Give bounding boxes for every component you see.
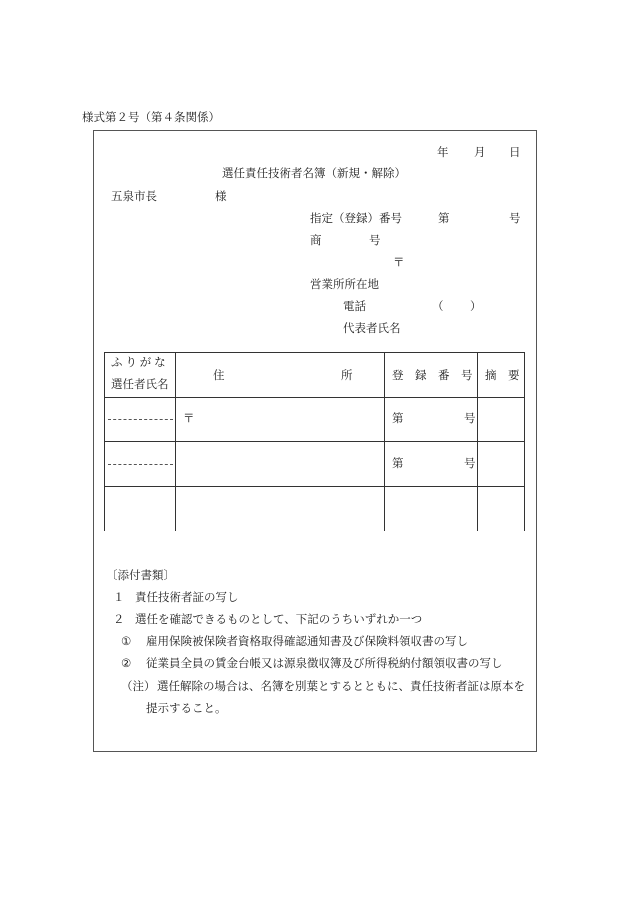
row3-remarks-cell — [477, 486, 525, 531]
header-address-second: 所 — [341, 370, 353, 382]
header-cell-remarks — [477, 352, 525, 397]
row1-postal-mark: 〒 — [183, 413, 195, 425]
form-number: 様式第２号（第４条関係） — [82, 112, 220, 124]
header-appointee-name: 選任者氏名 — [111, 379, 169, 391]
date-year-label: 年 — [437, 147, 449, 159]
header-remarks: 摘 要 — [485, 370, 520, 382]
attachment-subitem-number: ① — [121, 636, 132, 648]
document-title: 選任責任技術者名簿（新規・解除） — [222, 168, 406, 180]
trade-name-label-second: 号 — [369, 235, 381, 247]
trade-name-label-first: 商 — [310, 235, 322, 247]
registration-number-label: 指定（登録）番号 — [310, 213, 402, 225]
registration-number-suffix: 号 — [509, 213, 521, 225]
header-address-first: 住 — [213, 370, 225, 382]
row2-name-cell — [104, 441, 175, 486]
office-address-label: 営業所所在地 — [310, 279, 379, 291]
attachment-subitem-number: ② — [121, 658, 132, 670]
addressee-name: 五泉市長 — [111, 191, 157, 203]
addressee-honorific: 様 — [215, 191, 227, 203]
row1-registration-cell — [384, 397, 477, 441]
header-registration-number: 登 録 番 号 — [392, 370, 473, 382]
date-day-label: 日 — [509, 147, 521, 159]
header-furigana: ふ り が な — [111, 357, 166, 369]
row1-registration-suffix: 号 — [464, 413, 476, 425]
attachment-item-text: 責任技術者証の写し — [135, 592, 239, 604]
attachment-subitem-text: 従業員全員の賃金台帳又は源泉徴収簿及び所得税納付額領収書の写し — [146, 658, 503, 670]
row1-address-cell — [175, 397, 384, 441]
attachment-item-number: ２ — [113, 614, 125, 626]
appointee-register-table — [104, 352, 525, 531]
phone-label: 電話 — [343, 301, 366, 313]
phone-close-paren: ） — [470, 301, 482, 313]
row3-address-cell — [175, 486, 384, 531]
row1-registration-prefix: 第 — [392, 413, 404, 425]
row1-name-cell — [104, 397, 175, 441]
attachment-subitem-text: 雇用保険被保険者資格取得確認通知書及び保険料領収書の写し — [146, 636, 468, 648]
attachment-item-number: １ — [113, 592, 125, 604]
row2-registration-cell — [384, 441, 477, 486]
registration-number-prefix: 第 — [438, 213, 450, 225]
header-cell-name — [104, 352, 175, 397]
note-text-line1: 選任解除の場合は、名簿を別葉とするとともに、責任技術者証は原本を — [157, 681, 525, 693]
furigana-divider — [108, 464, 173, 465]
row2-registration-suffix: 号 — [464, 458, 476, 470]
representative-label: 代表者氏名 — [343, 323, 401, 335]
row2-registration-prefix: 第 — [392, 458, 404, 470]
note-text-line2: 提示すること。 — [146, 703, 227, 715]
row3-name-cell — [104, 486, 175, 531]
header-cell-address — [175, 352, 384, 397]
date-month-label: 月 — [474, 147, 486, 159]
note-label: （注） — [121, 681, 156, 693]
header-cell-registration — [384, 352, 477, 397]
phone-open-paren: （ — [432, 301, 444, 313]
row2-remarks-cell — [477, 441, 525, 486]
row1-remarks-cell — [477, 397, 525, 441]
postal-mark: 〒 — [393, 257, 405, 269]
row3-registration-cell — [384, 486, 477, 531]
furigana-divider — [108, 419, 173, 420]
attachments-heading: 〔添付書類〕 — [106, 570, 175, 582]
attachment-item-text: 選任を確認できるものとして、下記のうちいずれか一つ — [135, 614, 423, 626]
row2-address-cell — [175, 441, 384, 486]
